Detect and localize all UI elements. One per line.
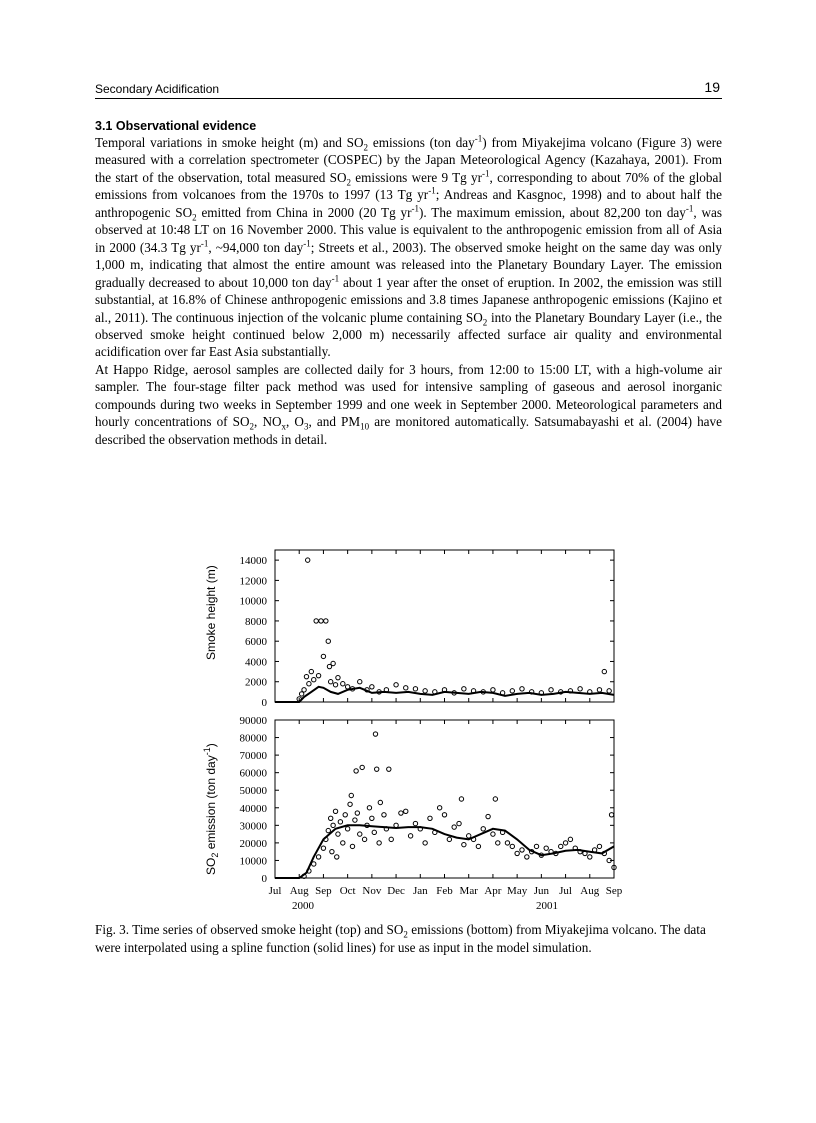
data-point [423, 689, 427, 693]
figure-3-chart [195, 545, 635, 915]
data-point [382, 813, 386, 817]
data-point [305, 558, 309, 562]
data-point [510, 844, 514, 848]
x-tick-label: Apr [484, 885, 502, 897]
y-tick-label: 20000 [239, 837, 267, 850]
data-point [462, 687, 466, 691]
year-label-2000: 2000 [292, 900, 314, 912]
data-point [302, 688, 306, 692]
running-header [95, 80, 722, 99]
data-point [326, 828, 330, 832]
data-point [328, 816, 332, 820]
y-tick-label: 2000 [245, 676, 267, 689]
y-tick-label: 70000 [239, 750, 267, 763]
data-point [331, 661, 335, 665]
top-y-axis [240, 555, 615, 709]
data-point [520, 848, 524, 852]
data-point [307, 682, 311, 686]
data-point [394, 823, 398, 827]
data-point [321, 654, 325, 658]
data-point [350, 844, 354, 848]
data-point [345, 685, 349, 689]
data-point [597, 844, 601, 848]
data-point [493, 797, 497, 801]
data-point [373, 732, 377, 736]
bottom-spline-line [275, 825, 614, 878]
data-point [349, 793, 353, 797]
data-point [316, 673, 320, 677]
y-tick-label: 14000 [239, 555, 267, 568]
data-point [377, 841, 381, 845]
data-point [387, 767, 391, 771]
data-point [394, 683, 398, 687]
data-point [372, 830, 376, 834]
data-point [602, 669, 606, 673]
top-y-axis-label: Smoke height (m) [204, 565, 218, 660]
y-tick-label: 4000 [245, 656, 267, 669]
data-point [399, 811, 403, 815]
data-point [389, 837, 393, 841]
data-point [331, 823, 335, 827]
data-point [404, 809, 408, 813]
x-tick-label: Mar [459, 885, 478, 897]
data-point [336, 832, 340, 836]
x-tick-label: Nov [362, 885, 382, 897]
section-heading: 3.1 Observational evidence [95, 119, 257, 133]
y-tick-label: 90000 [239, 715, 267, 727]
page-number: 19 [704, 79, 720, 95]
data-point [367, 806, 371, 810]
data-point [341, 841, 345, 845]
data-point [370, 685, 374, 689]
data-point [457, 821, 461, 825]
data-point [304, 674, 308, 678]
data-point [442, 813, 446, 817]
data-point [413, 821, 417, 825]
data-point [486, 814, 490, 818]
y-tick-label: 40000 [239, 802, 267, 815]
data-point [333, 809, 337, 813]
data-point [338, 820, 342, 824]
paragraph-1: Temporal variations in smoke height (m) and $SO_2$ emissions (ton day$^{-1}$) from Miyakejima volcano (Figure 3) were measured with a correlation spectrometer (COSPEC) by the Japan Meteorological Agency (Kazahaya, 2001). From the start of the observation, total measured $SO_2$ emissions were 9 Tg $yr^{-1}$, corresponding to about 70% of the global emissions from volcanoes from the 1970s to 1997 (13 Tg $yr^{-1}$; Andreas and Kasgnoc, 1998) and to about half the anthropogenic $SO_2$ emitted from China in 2000 (20 Tg $yr^{-1}$). The maximum emission, about 82,200 ton day$^{-1}$, was observed at 10:48 LT on 16 November 2000. This value is equivalent to the anthropogenic emission from all of Asia in 2000 (34.3 Tg $yr^{-1}$, ~94,000 ton day$^{-1}$; Streets et al., 2003). The observed smoke height on the same day was only 1,000 m, indicating that almost the entire amount was released into the Planetary Boundary Layer. The emission gradually decreased to about 10,000 ton day$^{-1}$ about 1 year after the onset of eruption. In 2002, the emission was still substantial, at 16.8% of Chinese anthropogenic emissions and 3.8 times Japanese anthropogenic emissions (Kajino et al., 2011). The continuous injection of the volcanic plume containing $SO_2$ into the Planetary Boundary Layer (i.e., the observed smoke height continued below 2,000 m) necessarily affected surface air quality and environmental acidification over far East Asia substantially. [95, 133, 723, 360]
data-point [324, 619, 328, 623]
x-tick-label: Feb [436, 885, 453, 897]
data-point [568, 837, 572, 841]
data-point [348, 802, 352, 806]
body-text [95, 134, 722, 448]
x-tick-label: Jul [559, 885, 572, 897]
data-point [459, 797, 463, 801]
data-point [314, 619, 318, 623]
paragraph-2: At Happo Ridge, aerosol samples are collected daily for 3 hours, from 12:00 to 15:00 LT, with a high-volume air sampler. The four-stage filter pack method was used for intensive sampling of gaseous and aerosol inorganic compounds during two weeks in September 1999 and one week in September 2000. Meteorological parameters and hourly concentrations of $SO_2$, $NO_x$, $O_3$, and $PM_{10}$ are monitored automatically. Satsumabayashi et al. (2004) have described the observation methods in detail. [95, 361, 722, 447]
y-tick-label: 6000 [245, 636, 267, 649]
x-tick-label: Jun [533, 885, 549, 897]
x-tick-label: Aug [289, 885, 309, 897]
data-point [428, 816, 432, 820]
data-point [360, 765, 364, 769]
y-tick-label: 30000 [239, 820, 267, 833]
data-point [510, 689, 514, 693]
data-point [358, 680, 362, 684]
data-point [563, 841, 567, 845]
x-tick-label: Sep [605, 885, 623, 897]
x-tick-label: Jan [412, 885, 428, 897]
data-point [378, 800, 382, 804]
data-point [491, 832, 495, 836]
bottom-plot-frame [275, 720, 614, 878]
x-axis-month-labels [269, 885, 623, 897]
data-point [481, 827, 485, 831]
y-tick-label: 8000 [245, 615, 267, 628]
year-label-2001: 2001 [536, 900, 558, 912]
data-point [370, 816, 374, 820]
bottom-scatter-points [302, 732, 616, 879]
data-point [335, 855, 339, 859]
y-tick-label: 0 [261, 873, 267, 885]
data-point [375, 767, 379, 771]
data-point [609, 813, 613, 817]
data-point [341, 682, 345, 686]
top-plot-frame [275, 550, 614, 702]
x-tick-label: Sep [315, 885, 332, 897]
data-point [423, 841, 427, 845]
data-point [462, 842, 466, 846]
data-point [309, 669, 313, 673]
bottom-y-axis-label: $SO_2$ emission (ton day$^{-1}$) [202, 743, 220, 875]
data-point [333, 683, 337, 687]
data-point [345, 827, 349, 831]
top-x-ticks [275, 550, 614, 702]
x-tick-label: May [507, 885, 528, 897]
y-tick-label: 60000 [239, 767, 267, 780]
data-point [413, 687, 417, 691]
data-point [534, 844, 538, 848]
data-point [354, 769, 358, 773]
data-point [467, 834, 471, 838]
data-point [321, 846, 325, 850]
caption-text: Fig. 3. Time series of observed smoke height (top) and $SO_2$ emissions (bottom) from Miyakejima volcano. The data were interpolated using a spline function (solid lines) for use as input in the model simulation. [95, 922, 706, 955]
y-tick-label: 10000 [239, 595, 267, 608]
data-point [578, 687, 582, 691]
data-point [491, 688, 495, 692]
data-point [515, 851, 519, 855]
y-tick-label: 0 [261, 697, 267, 709]
data-point [452, 825, 456, 829]
data-point [404, 686, 408, 690]
x-tick-label: Jul [268, 885, 282, 897]
data-point [588, 855, 592, 859]
data-point [336, 675, 340, 679]
bottom-x-ticks [275, 720, 614, 878]
running-title: Secondary Acidification [95, 82, 220, 96]
x-tick-label: Oct [339, 885, 356, 897]
data-point [559, 844, 563, 848]
data-point [353, 818, 357, 822]
y-tick-label: 50000 [239, 785, 267, 798]
data-point [597, 688, 601, 692]
data-point [358, 832, 362, 836]
data-point [316, 855, 320, 859]
data-point [326, 639, 330, 643]
data-point [362, 837, 366, 841]
data-point [520, 687, 524, 691]
data-point [544, 846, 548, 850]
data-point [437, 806, 441, 810]
data-point [496, 841, 500, 845]
bottom-y-axis [240, 715, 615, 885]
data-point [505, 841, 509, 845]
data-point [330, 849, 334, 853]
data-point [408, 834, 412, 838]
y-tick-label: 10000 [239, 855, 267, 868]
x-tick-label: Dec [387, 885, 405, 897]
data-point [343, 813, 347, 817]
data-point [355, 811, 359, 815]
data-point [328, 680, 332, 684]
data-point [319, 619, 323, 623]
figure-3 [195, 545, 635, 915]
data-point [607, 689, 611, 693]
top-scatter-points [297, 558, 611, 701]
data-point [312, 678, 316, 682]
x-tick-label: Aug [580, 885, 600, 897]
data-point [476, 844, 480, 848]
y-tick-label: 12000 [239, 575, 267, 588]
data-point [447, 837, 451, 841]
data-point [525, 855, 529, 859]
data-point [549, 688, 553, 692]
y-tick-label: 80000 [239, 732, 267, 745]
figure-caption [95, 921, 722, 956]
